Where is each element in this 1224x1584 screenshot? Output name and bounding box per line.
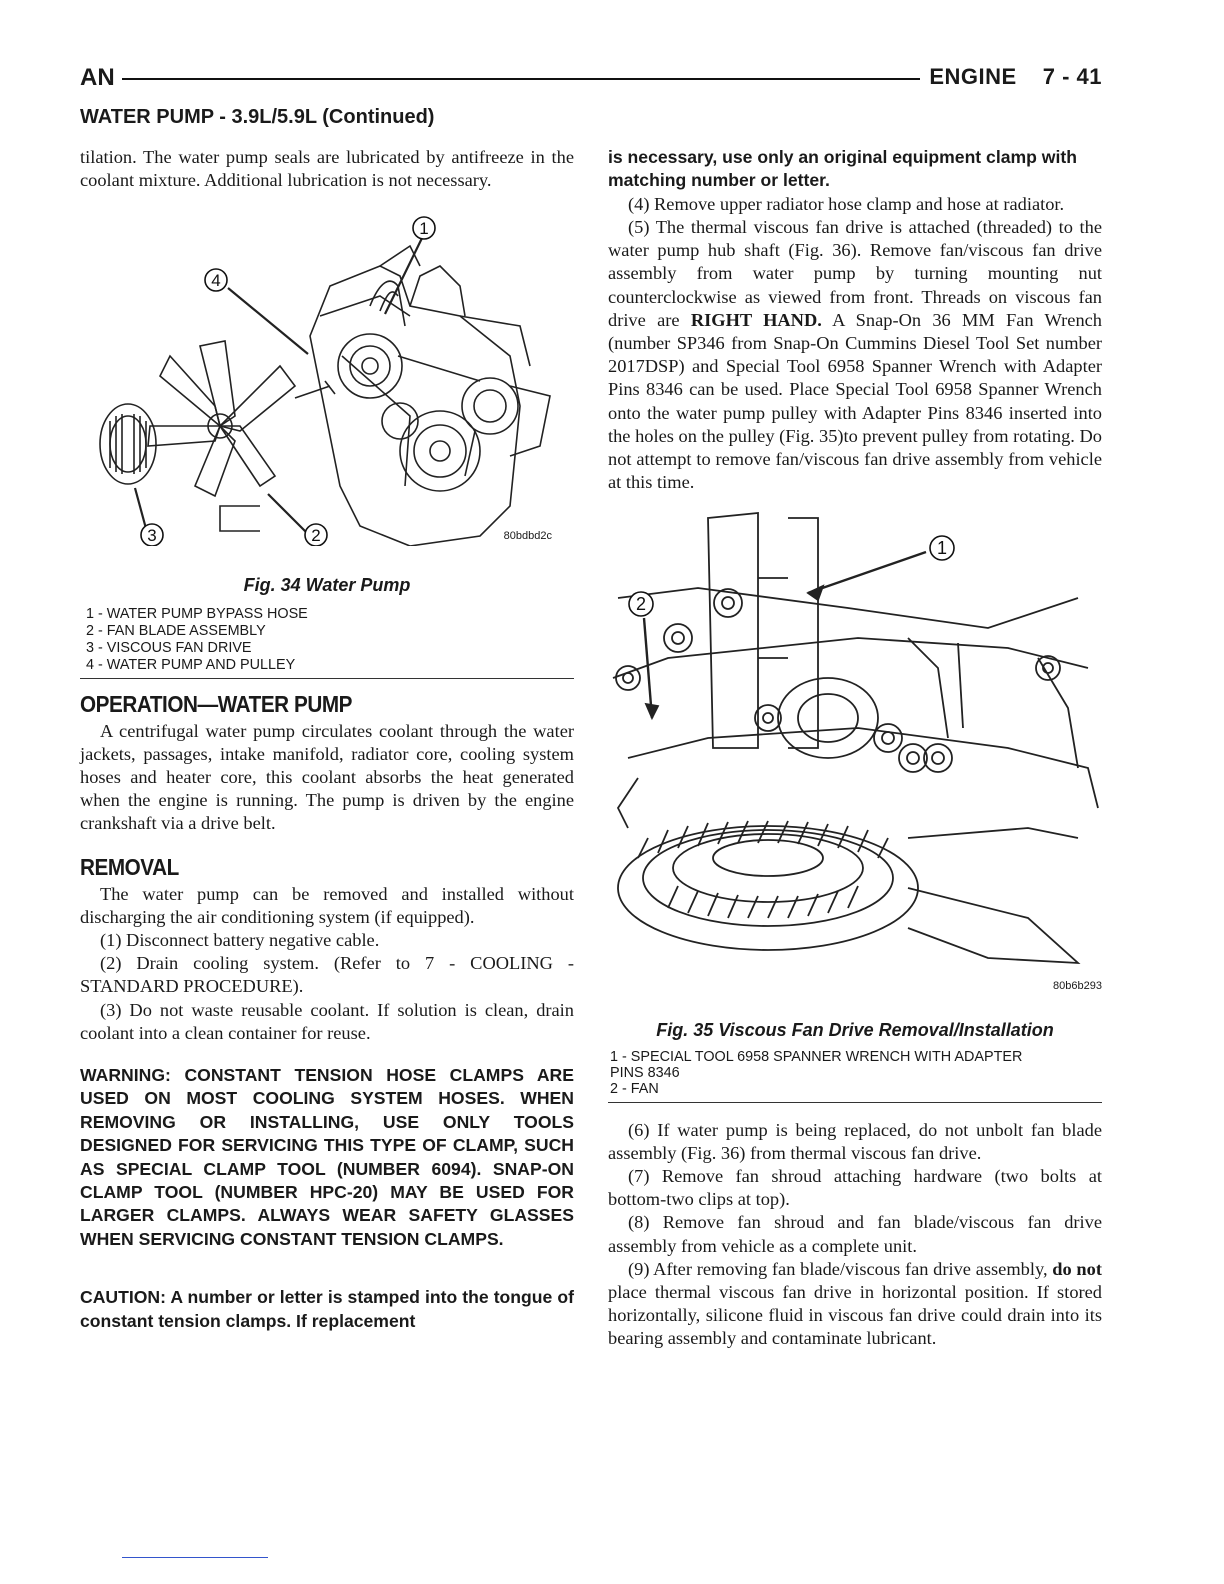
- step-5: [608, 216, 1102, 494]
- fig35-callout-1: 1: [936, 538, 948, 559]
- header-section: ENGINE: [929, 64, 1017, 89]
- step-7: (7) Remove fan shroud attaching hardware (two bolts at bottom-two clips at top).: [608, 1166, 1102, 1210]
- step-8: (8) Remove fan shroud and fan blade/viscous fan drive assembly from vehicle as a complete unit.: [608, 1212, 1102, 1256]
- figure-35-rule: [608, 1102, 1102, 1103]
- page-header: [80, 64, 1102, 94]
- viscous-fan-illustration: [608, 508, 1102, 993]
- header-right: [929, 64, 1102, 90]
- step-9-text: (9) After removing fan blade/viscous fan drive assembly,: [628, 1258, 1048, 1279]
- legend-item: 3 - VISCOUS FAN DRIVE: [86, 639, 252, 656]
- removal-heading: REMOVAL: [80, 853, 179, 880]
- figure-35-id: 80b6b293: [1053, 980, 1102, 993]
- legend-item: 2 - FAN: [610, 1080, 659, 1097]
- figure-34: [80, 206, 574, 546]
- right-column: [608, 146, 1102, 1351]
- step-5-text: (5) The thermal viscous fan drive is attached (threaded) to the water pump hub shaft (Fig. 36). Remove fan/viscous fan drive assembly from water pump by turning mounting nut counterclockwise as viewed from front. Threads on viscous fan drive are: [608, 217, 1102, 330]
- step-9: [608, 1258, 1102, 1351]
- legend-item: 4 - WATER PUMP AND PULLEY: [86, 656, 296, 673]
- step-6: (6) If water pump is being replaced, do not unbolt fan blade assembly (Fig. 36) from thermal viscous fan drive.: [608, 1119, 1102, 1163]
- operation-paragraph: A centrifugal water pump circulates coolant through the water jackets, passages, intake manifold, radiator core, cooling system hoses and heater core, this coolant absorbs the heat generated when the engine is running. The pump is driven by the engine crankshaft via a drive belt.: [80, 720, 574, 834]
- callout-4: 4: [211, 271, 221, 291]
- warning-text: WARNING: CONSTANT TENSION HOSE CLAMPS ARE USED ON MOST COOLING SYSTEM HOSES. WHEN REMOVING OR INSTALLING, USE ONLY TOOLS DESIGNED FOR SERVICING THIS TYPE OF CLAMP, SUCH AS SPECIAL CLAMP TOOL (NUMBER 6094). SNAP-ON CLAMP TOOL (NUMBER HPC-20) MAY BE USED FOR LARGER CLAMPS. ALWAYS WEAR SAFETY GLASSES WHEN SERVICING CONSTANT TENSION CLAMPS.: [80, 1065, 574, 1249]
- water-pump-illustration: [80, 206, 574, 546]
- figure-35-legend: [608, 1049, 1102, 1098]
- callout-2: 2: [311, 526, 321, 546]
- figure-34-caption: Fig. 34 Water Pump: [243, 575, 411, 596]
- step-9-emphasis: do not: [1052, 1258, 1102, 1279]
- manual-code: AN: [80, 64, 115, 91]
- fig35-callout-2: 2: [635, 594, 647, 615]
- figure-34-code: 80bdbd2c: [503, 530, 552, 543]
- removal-intro: The water pump can be removed and installed without discharging the air conditioning system (if equipped).: [80, 883, 574, 927]
- callout-1: 1: [419, 219, 429, 239]
- operation-heading: OPERATION—WATER PUMP: [80, 690, 352, 717]
- step-5-emphasis: RIGHT HAND.: [690, 309, 822, 330]
- step-3: (3) Do not waste reusable coolant. If solution is clean, drain coolant into a clean container for reuse.: [80, 999, 574, 1043]
- step-1: (1) Disconnect battery negative cable.: [100, 930, 380, 951]
- intro-paragraph: tilation. The water pump seals are lubricated by antifreeze in the coolant mixture. Additional lubrication is not necessary.: [80, 147, 574, 191]
- footer-mark: [122, 1557, 268, 1558]
- legend-item: 1 - SPECIAL TOOL 6958 SPANNER WRENCH WITH ADAPTER PINS 8346: [610, 1048, 1023, 1081]
- legend-item: 1 - WATER PUMP BYPASS HOSE: [86, 605, 308, 622]
- page-number: 7 - 41: [1042, 64, 1102, 89]
- figure-34-rule: [80, 678, 574, 679]
- header-rule: [122, 78, 920, 80]
- figure-35-caption: Fig. 35 Viscous Fan Drive Removal/Installation: [656, 1020, 1054, 1041]
- section-title: WATER PUMP - 3.9L/5.9L (Continued): [80, 106, 435, 128]
- figure-35: [608, 508, 1102, 993]
- callout-3: 3: [147, 526, 157, 546]
- step-5-text-cont: A Snap-On 36 MM Fan Wrench (number SP346 from Snap-On Cummins Diesel Tool Set number 2017DSP) and Special Tool 6958 Spanner Wrench with Adapter Pins 8346 can be used. Place Special Tool 6958 Spanner Wrench onto the water pump pulley with Adapter Pins 8346 inserted into the holes on the pulley (Fig. 35)to prevent pulley from rotating. Do not attempt to remove fan/viscous fan drive assembly from vehicle at this time.: [608, 309, 1102, 493]
- caution-continued: is necessary, use only an original equipment clamp with matching number or letter.: [608, 147, 1077, 191]
- left-column: [80, 146, 574, 1333]
- figure-34-legend: [80, 606, 574, 674]
- legend-item: 2 - FAN BLADE ASSEMBLY: [86, 622, 266, 639]
- step-2: (2) Drain cooling system. (Refer to 7 - COOLING - STANDARD PROCEDURE).: [80, 953, 574, 997]
- step-4: (4) Remove upper radiator hose clamp and hose at radiator.: [628, 193, 1065, 214]
- step-9-text-cont: place thermal viscous fan drive in horizontal position. If stored horizontally, silicone fluid in viscous fan drive could drain into its bearing assembly and contaminate lubricant.: [608, 1282, 1102, 1349]
- caution-text: CAUTION: A number or letter is stamped into the tongue of constant tension clamps. If replacement: [80, 1287, 574, 1331]
